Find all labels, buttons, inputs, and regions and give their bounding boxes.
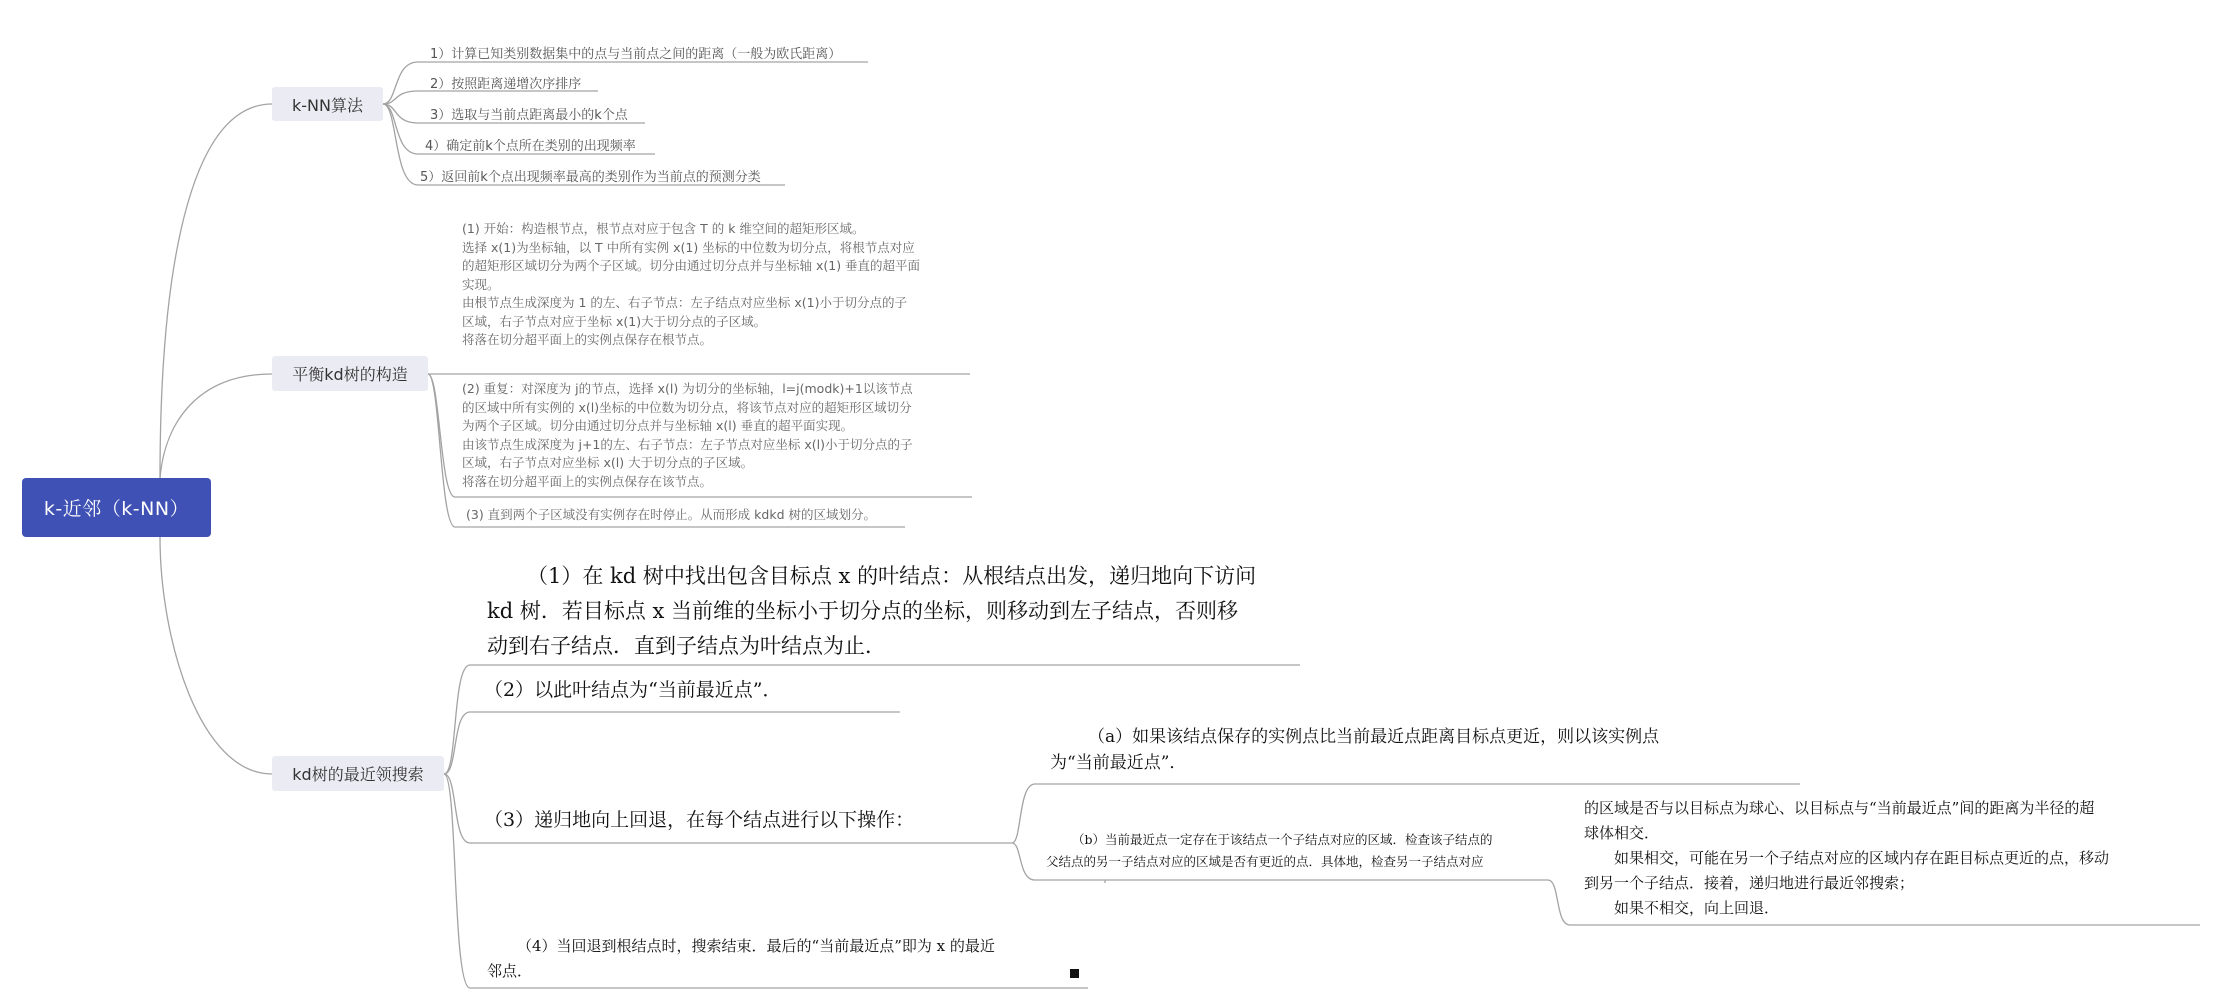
kd-build-step1-line: 区域，右子节点对应于坐标 x(1)大于切分点的子区域。: [462, 313, 767, 329]
knn-step-4[interactable]: 4）确定前k个点所在类别的出现频率: [425, 139, 636, 154]
kd-search-step-3a[interactable]: [1050, 724, 1810, 776]
kd-search-step3b-detail-line: 如果不相交，向上回退．: [1614, 899, 1780, 917]
kd-build-step2-line: 的区域中所有实例的 x(l)坐标的中位数为切分点，将该节点对应的超矩形区域切分: [462, 399, 912, 415]
kd-search-step3b-line: （b）当前最近点一定存在于该结点一个子结点对应的区域．检查该子结点的: [1072, 832, 1493, 847]
kd-search-step-3b-detail[interactable]: [1584, 796, 2204, 921]
kd-build-step1-line: 实现。: [462, 276, 500, 292]
branch-knn-algorithm[interactable]: k-NN算法: [272, 87, 383, 121]
kd-search-step3a-line: 为“当前最近点”．: [1050, 753, 1187, 773]
kd-search-step-1[interactable]: [487, 559, 1287, 664]
kd-search-step-3b[interactable]: [1046, 829, 1566, 873]
kd-build-step1-line: 选择 x(1)为坐标轴，以 T 中所有实例 x(1) 坐标的中位数为切分点，将根节点对应: [462, 239, 915, 255]
kd-build-step2-line: 为两个子区域。切分由通过切分点并与坐标轴 x(l) 垂直的超平面实现。: [462, 418, 854, 433]
link-root-kdbuild: [160, 374, 272, 478]
kd-search-step3b-detail-line: 如果相交，可能在另一个子结点对应的区域内存在距目标点更近的点，移动: [1614, 849, 2110, 867]
kd-search-step-3[interactable]: （3）递归地向上回退，在每个结点进行以下操作：: [484, 809, 915, 831]
knn-step-2[interactable]: 2）按照距离递增次序排序: [430, 77, 582, 92]
kd-search-step-4[interactable]: [487, 934, 1087, 984]
kd-build-step2-line: 由该节点生成深度为 j+1的左、右子节点：左子节点对应坐标 x(l)小于切分点的子: [462, 436, 913, 452]
kd-build-step1-line: 的超矩形区域切分为两个子区域。切分由通过切分点并与坐标轴 x(1) 垂直的超平面: [462, 258, 921, 273]
kd-build-step2-line: 区域，右子节点对应坐标 x(l) 大于切分点的子区域。: [462, 455, 754, 470]
kd-search-step-2[interactable]: （2）以此叶结点为“当前最近点”．: [484, 679, 782, 701]
kd-search-step4-line: 邻点．: [487, 962, 533, 980]
kd-build-step2-line: (2) 重复：对深度为 j的节点，选择 x(l) 为切分的坐标轴，l=j(modk)+1以该节点: [462, 381, 913, 396]
kd-construction-step-3[interactable]: (3) 直到两个子区域没有实例存在时停止。从而形成 kdkd 树的区域划分。: [466, 507, 876, 522]
kd-build-step1-line: 将落在切分超平面上的实例点保存在根节点。: [462, 332, 713, 347]
kd-search-step3a-line: （a）如果该结点保存的实例点比当前最近点距离目标点更近，则以该实例点: [1088, 727, 1660, 747]
kd-construction-step-1[interactable]: [462, 220, 982, 350]
knn-step-3[interactable]: 3）选取与当前点距离最小的k个点: [430, 108, 628, 123]
kd-search-step1-line: kd 树．若目标点 x 当前维的坐标小于切分点的坐标，则移动到左子结点，否则移: [487, 599, 1239, 623]
kd-build-step2-line: 将落在切分超平面上的实例点保存在该节点。: [462, 473, 713, 489]
kd-search-step3b-line: 父结点的另一子结点对应的区域是否有更近的点．具体地，检查另一子结点对应: [1046, 854, 1484, 869]
kd-search-step4-line: （4）当回退到根结点时，搜索结束．最后的“当前最近点”即为 x 的最近: [517, 937, 995, 955]
kd-construction-step-2[interactable]: [462, 380, 982, 491]
root-node-knn[interactable]: k-近邻（k-NN）: [22, 478, 211, 537]
branch-kd-search[interactable]: kd树的最近领搜索: [272, 756, 444, 791]
branch-kd-construction[interactable]: 平衡kd树的构造: [272, 356, 428, 391]
kd-build-step1-line: 由根节点生成深度为 1 的左、右子节点：左子结点对应坐标 x(1)小于切分点的子: [462, 295, 907, 310]
kd-search-step3b-detail-line: 球体相交．: [1584, 824, 1660, 842]
knn-step-1[interactable]: 1）计算已知类别数据集中的点与当前点之间的距离（一般为欧氏距离）: [430, 47, 842, 62]
kd-search-step1-line: （1）在 kd 树中找出包含目标点 x 的叶结点：从根结点出发，递归地向下访问: [527, 564, 1257, 588]
kd-search-step3b-detail-line: 的区域是否与以目标点为球心、以目标点与“当前最近点”间的距离为半径的超: [1584, 799, 2095, 817]
link-root-kdsearch: [160, 537, 272, 774]
kd-search-step3b-detail-line: 到另一个子结点．接着，递归地进行最近邻搜索；: [1584, 874, 1915, 892]
kd-search-step1-line: 动到右子结点．直到子结点为叶结点为止．: [487, 634, 886, 658]
knn-step-5[interactable]: 5）返回前k个点出现频率最高的类别作为当前点的预测分类: [420, 170, 761, 185]
resize-handle[interactable]: [1070, 969, 1079, 978]
kd-build-step1-line: (1) 开始：构造根节点，根节点对应于包含 T 的 k 维空间的超矩形区域。: [462, 221, 865, 236]
